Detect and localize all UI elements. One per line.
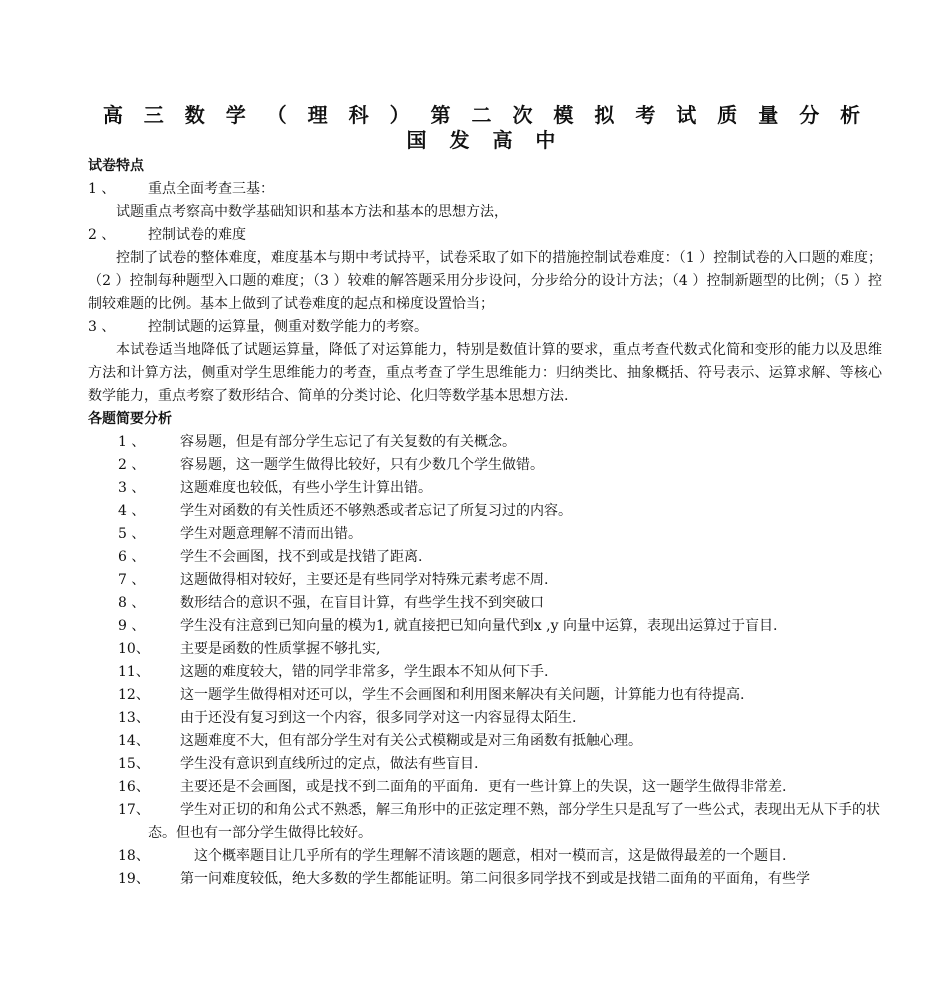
list-item bbox=[88, 454, 882, 477]
item-number: 10、 bbox=[118, 641, 150, 657]
list-item bbox=[88, 753, 882, 776]
list-item bbox=[88, 638, 882, 661]
point-heading bbox=[88, 178, 882, 201]
item-text: 数形结合的意识不强，在盲目计算，有些学生找不到突破口 bbox=[180, 595, 544, 611]
item-number: 6 、 bbox=[118, 549, 146, 565]
item-text: 学生不会画图，找不到或是找错了距离. bbox=[180, 549, 423, 565]
item-text: 第一问难度较低，绝大多数的学生都能证明。第二问很多同学找不到或是找错二面角的平面角，有些学 bbox=[180, 871, 810, 887]
item-text: 这题做得相对较好，主要还是有些同学对特殊元素考虑不周. bbox=[180, 572, 549, 588]
analysis-list bbox=[88, 431, 882, 891]
item-number: 4 、 bbox=[118, 503, 146, 519]
point-number: 3 、 bbox=[88, 319, 116, 335]
section-heading: 各题简要分析 bbox=[88, 411, 172, 427]
item-text: 这一题学生做得相对还可以，学生不会画图和利用图来解决有关问题，计算能力也有待提高. bbox=[180, 687, 745, 703]
list-item bbox=[88, 546, 882, 569]
point-title: 重点全面考查三基： bbox=[148, 181, 274, 197]
point-heading bbox=[88, 224, 882, 247]
point-number: 1 、 bbox=[88, 181, 116, 197]
point-body: 控制了试卷的整体难度，难度基本与期中考试持平，试卷采取了如下的措施控制试卷难度：（1 ）控制试卷的入口题的难度；（2 ）控制每种题型入口题的难度；（3 ）较难的解答题采用分步设问，分步给分的设计方法；（4 ）控制新题型的比例；（5 ）控制较难题的比例。基本上做到了试卷难度的起点和梯度设置恰当； bbox=[88, 250, 882, 312]
point-title: 控制试卷的难度 bbox=[148, 227, 246, 243]
item-text: 这题难度也较低，有些小学生计算出错。 bbox=[180, 480, 432, 496]
document-title: 高 三 数 学 （ 理 科 ） 第 二 次 模 拟 考 试 质 量 分 析 bbox=[102, 103, 868, 127]
item-text: 学生没有意识到直线所过的定点，做法有些盲目. bbox=[180, 756, 479, 772]
item-number: 9 、 bbox=[118, 618, 146, 634]
document-subtitle: 国 发 高 中 bbox=[406, 128, 564, 152]
item-text: 主要是函数的性质掌握不够扎实, bbox=[180, 641, 381, 657]
item-number: 17、 bbox=[118, 802, 150, 818]
item-number: 7 、 bbox=[118, 572, 146, 588]
point-number: 2 、 bbox=[88, 227, 116, 243]
list-item bbox=[88, 730, 882, 753]
list-item bbox=[88, 477, 882, 500]
item-text: 学生对正切的和角公式不熟悉，解三角形中的正弦定理不熟，部分学生只是乱写了一些公式，表现出无从下手的状态。但也有一部分学生做得比较好。 bbox=[148, 802, 880, 841]
item-number: 18、 bbox=[118, 848, 150, 864]
list-item bbox=[88, 845, 882, 868]
list-item bbox=[88, 776, 882, 799]
list-item bbox=[88, 523, 882, 546]
item-number: 8 、 bbox=[118, 595, 146, 611]
item-number: 12、 bbox=[118, 687, 150, 703]
item-number: 1 、 bbox=[118, 434, 146, 450]
list-item bbox=[88, 431, 882, 454]
point-body: 本试卷适当地降低了试题运算量，降低了对运算能力，特别是数值计算的要求，重点考查代数式化简和变形的能力以及思维方法和计算方法，侧重对学生思维能力的考查，重点考查了学生思维能力：归纳类比、抽象概括、符号表示、运算求解、等核心数学能力，重点考察了数形结合、简单的分类讨论、化归等数学基本思想方法. bbox=[88, 342, 882, 404]
item-text: 学生对函数的有关性质还不够熟悉或者忘记了所复习过的内容。 bbox=[180, 503, 572, 519]
list-item bbox=[88, 661, 882, 684]
item-number: 19、 bbox=[118, 871, 150, 887]
list-item bbox=[88, 615, 882, 638]
item-text: 由于还没有复习到这一个内容，很多同学对这一内容显得太陌生. bbox=[180, 710, 577, 726]
item-text: 这题难度不大，但有部分学生对有关公式模糊或是对三角函数有抵触心理。 bbox=[180, 733, 642, 749]
list-item bbox=[88, 684, 882, 707]
item-text: 学生没有注意到已知向量的模为1, 就直接把已知向量代到x ,y 向量中运算，表现出运算过于盲目. bbox=[180, 618, 778, 634]
list-item bbox=[88, 569, 882, 592]
point-heading bbox=[88, 316, 882, 339]
item-number: 3 、 bbox=[118, 480, 146, 496]
item-number: 2 、 bbox=[118, 457, 146, 473]
item-number: 11、 bbox=[118, 664, 150, 680]
item-text: 容易题，这一题学生做得比较好，只有少数几个学生做错。 bbox=[180, 457, 544, 473]
item-text: 主要还是不会画图，或是找不到二面角的平面角．更有一些计算上的失误，这一题学生做得非常差. bbox=[180, 779, 787, 795]
item-number: 16、 bbox=[118, 779, 150, 795]
list-item bbox=[88, 868, 882, 891]
point-body: 试题重点考察高中数学基础知识和基本方法和基本的思想方法， bbox=[116, 204, 508, 220]
section-heading: 试卷特点 bbox=[88, 158, 144, 174]
item-text: 这个概率题目让几乎所有的学生理解不清该题的题意，相对一模而言，这是做得最差的一个题目. bbox=[194, 848, 787, 864]
list-item bbox=[88, 592, 882, 615]
item-number: 5 、 bbox=[118, 526, 146, 542]
item-text: 学生对题意理解不清而出错。 bbox=[180, 526, 362, 542]
section-question-analysis bbox=[88, 408, 882, 891]
list-item bbox=[88, 799, 882, 845]
list-item bbox=[88, 707, 882, 730]
item-number: 15、 bbox=[118, 756, 150, 772]
point-title: 控制试题的运算量，侧重对数学能力的考察。 bbox=[148, 319, 428, 335]
list-item bbox=[88, 500, 882, 523]
item-number: 13、 bbox=[118, 710, 150, 726]
item-text: 这题的难度较大，错的同学非常多，学生跟本不知从何下手. bbox=[180, 664, 549, 680]
item-text: 容易题，但是有部分学生忘记了有关复数的有关概念。 bbox=[180, 434, 516, 450]
section-exam-features bbox=[88, 155, 882, 408]
item-number: 14、 bbox=[118, 733, 150, 749]
